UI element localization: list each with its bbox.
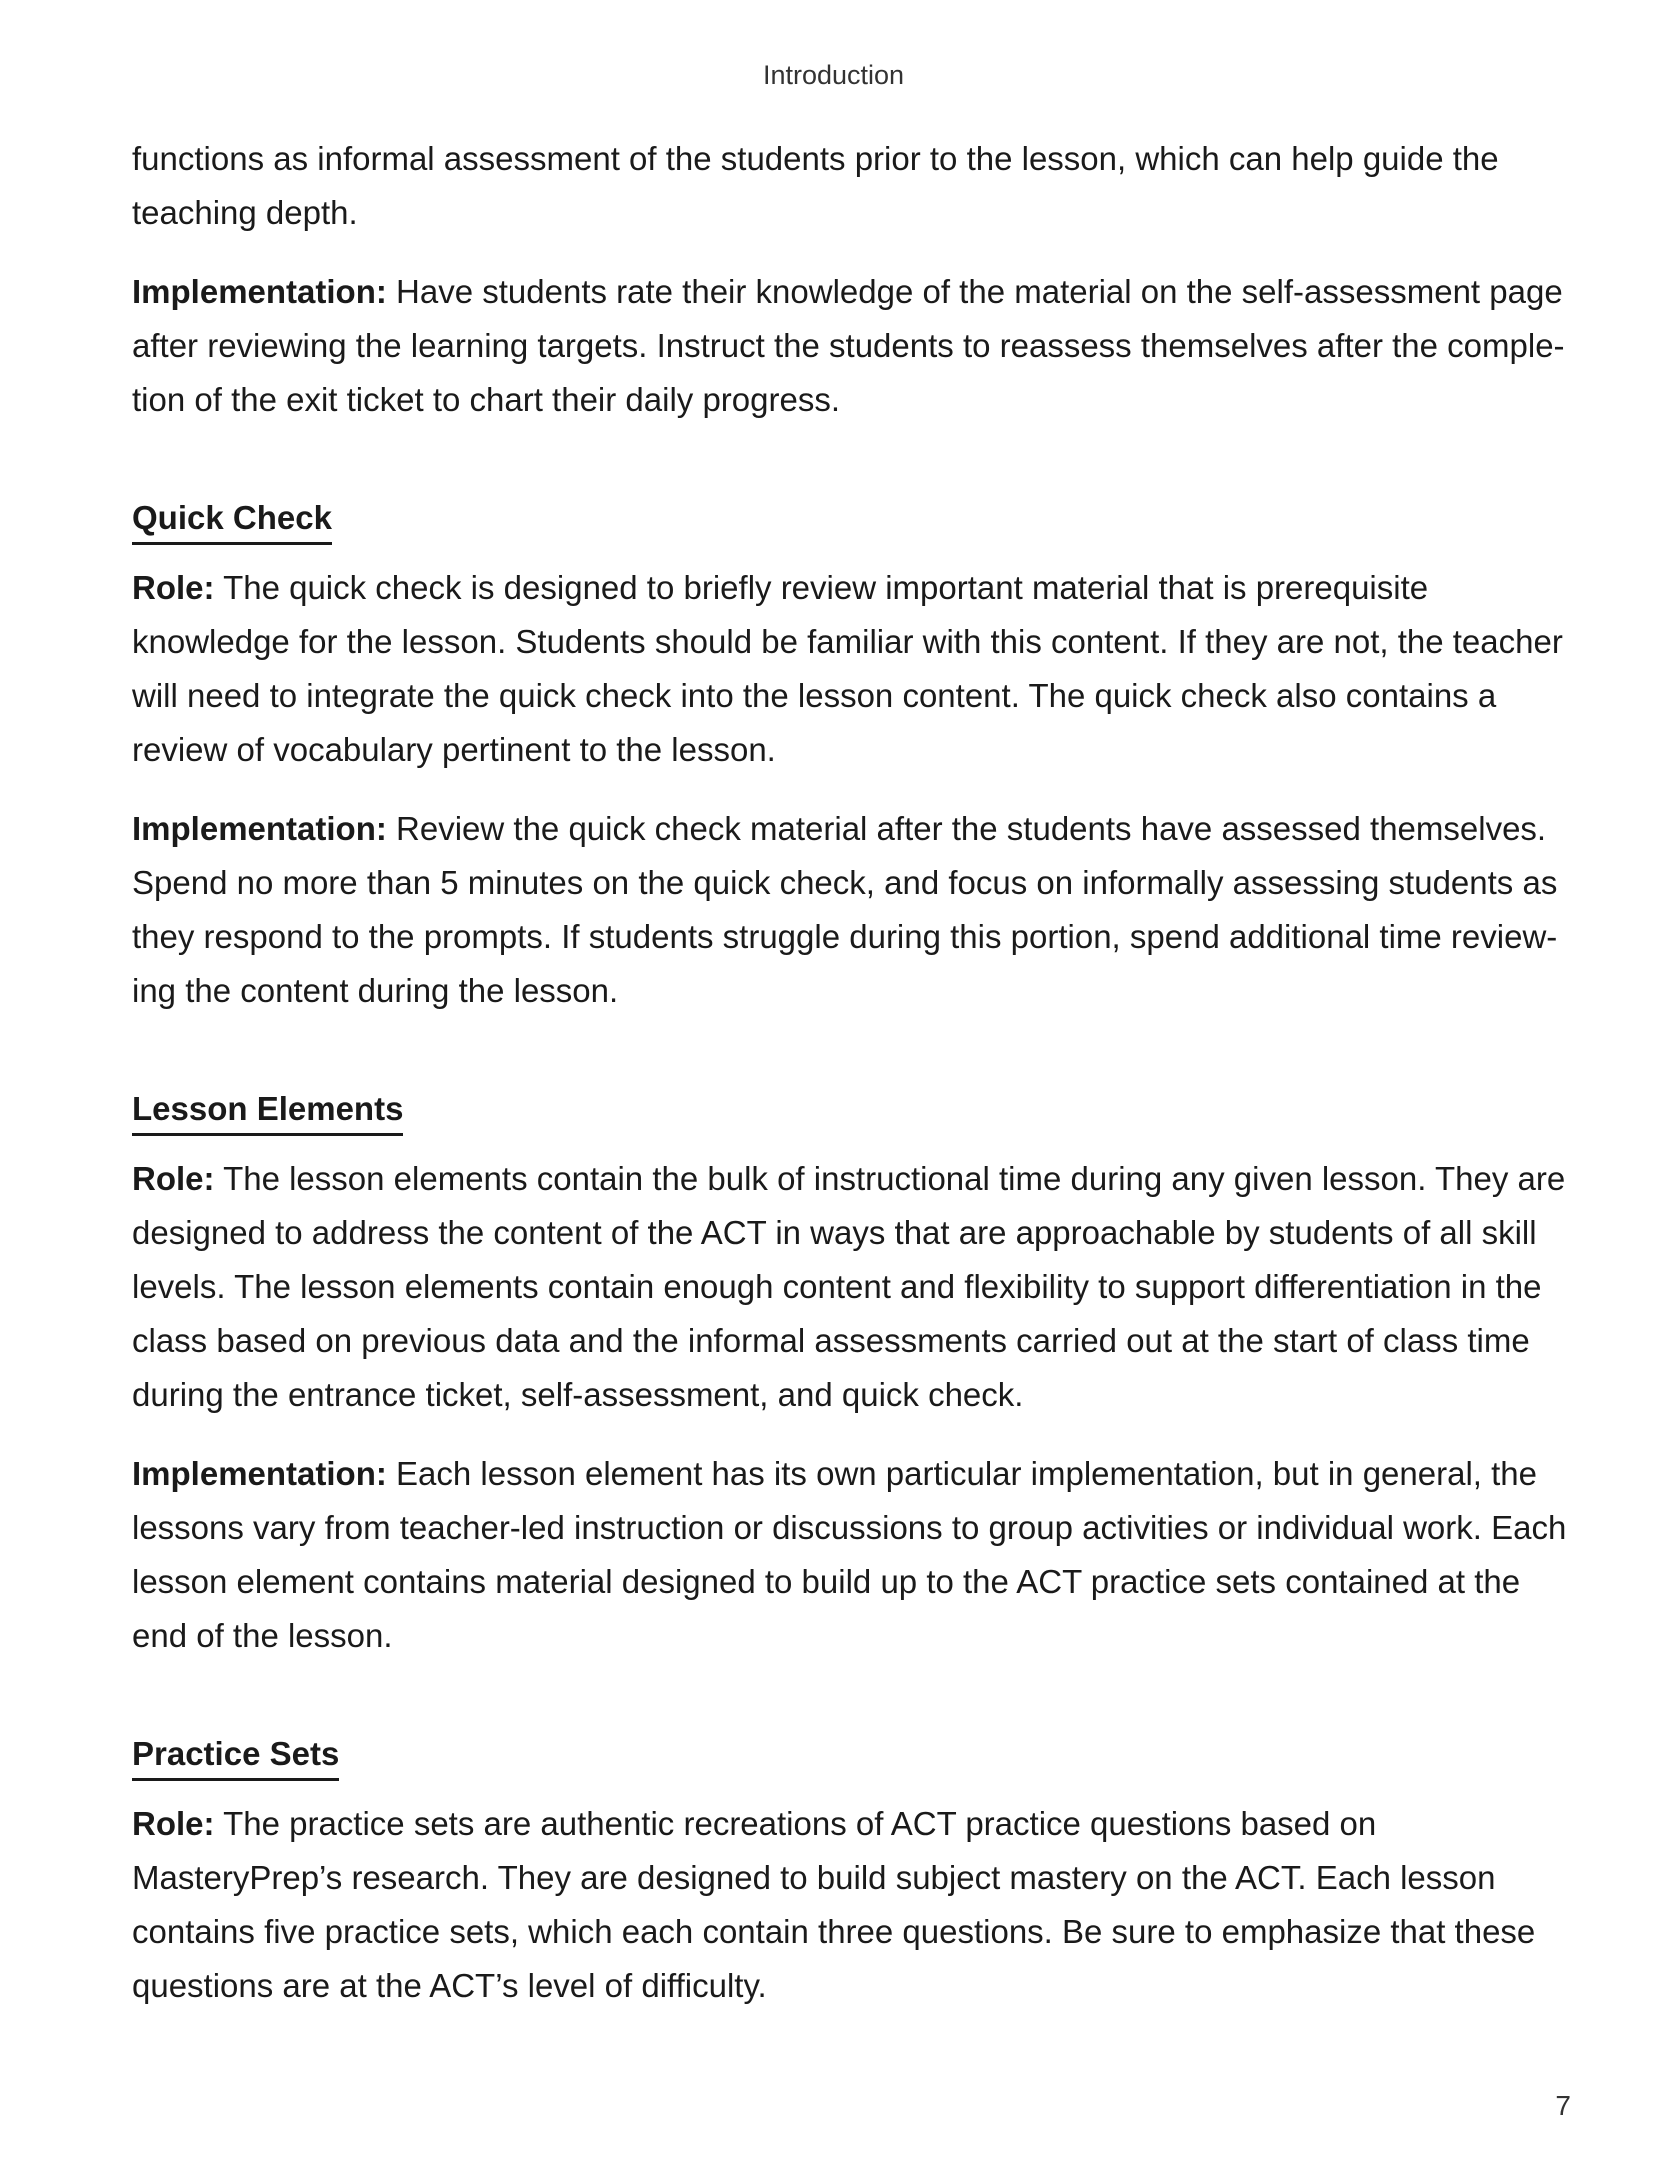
implementation-label: Implementation: xyxy=(132,810,387,847)
running-header: Introduction xyxy=(762,60,905,90)
section-heading: Practice Sets xyxy=(132,1732,339,1781)
section-lesson-elements xyxy=(132,1043,1567,1152)
page-body xyxy=(132,132,1567,2038)
role-text: The quick check is designed to briefly review important material that is prerequisite knowledge for the lesson. Students should be familiar with this content. If they are not, the teacher will need to integrate the quick check into the lesson content. The quick check also contains a review of vocabulary pertinent to the lesson. xyxy=(132,569,1563,768)
role-label: Role: xyxy=(132,1160,215,1197)
role-paragraph xyxy=(132,561,1567,777)
implementation-label: Implementation: xyxy=(132,273,387,310)
implementation-text: Have students rate their knowledge of the material on the self-assessment page after reviewing the learning targets. Instruct the students to reassess themselves after the comple-tion of the exit ticket to chart their daily progress. xyxy=(132,273,1565,418)
implementation-text: Review the quick check material after the students have assessed themselves. Spend no more than 5 minutes on the quick check, and focus on informally assessing students as they respond to the prompts. If students struggle during this portion, spend additional time review-ing the content during the lesson. xyxy=(132,810,1558,1009)
implementation-label: Implementation: xyxy=(132,1455,387,1492)
implementation-paragraph xyxy=(132,1447,1567,1663)
role-text: The lesson elements contain the bulk of instructional time during any given lesson. They are designed to address the content of the ACT in ways that are approachable by students of all skill levels. The lesson elements contain enough content and flexibility to support differentiation in the class based on previous data and the informal assessments carried out at the start of class time during the entrance ticket, self-assessment, and quick check. xyxy=(132,1160,1566,1413)
section-practice-sets xyxy=(132,1688,1567,1797)
intro-implementation-paragraph xyxy=(132,265,1567,427)
intro-continuation: functions as informal assessment of the students prior to the lesson, which can help guide the teaching depth. xyxy=(132,140,1499,231)
role-label: Role: xyxy=(132,1805,215,1842)
implementation-paragraph xyxy=(132,802,1567,1018)
section-quick-check xyxy=(132,452,1567,561)
role-label: Role: xyxy=(132,569,215,606)
section-heading: Lesson Elements xyxy=(132,1087,403,1136)
implementation-text: Each lesson element has its own particular implementation, but in general, the lessons vary from teacher-led instruction or discussions to group activities or individual work. Each lesson element contains material designed to build up to the ACT practice sets contained at the end of the lesson. xyxy=(132,1455,1567,1654)
page-number: 7 xyxy=(1555,2090,1571,2121)
role-paragraph xyxy=(132,1797,1567,2013)
role-paragraph xyxy=(132,1152,1567,1422)
role-text: The practice sets are authentic recreations of ACT practice questions based on MasteryPrep’s research. They are designed to build subject mastery on the ACT. Each lesson contains five practice sets, which each contain three questions. Be sure to emphasize that these questions are at the ACT’s level of difficulty. xyxy=(132,1805,1536,2004)
section-heading: Quick Check xyxy=(132,496,332,545)
